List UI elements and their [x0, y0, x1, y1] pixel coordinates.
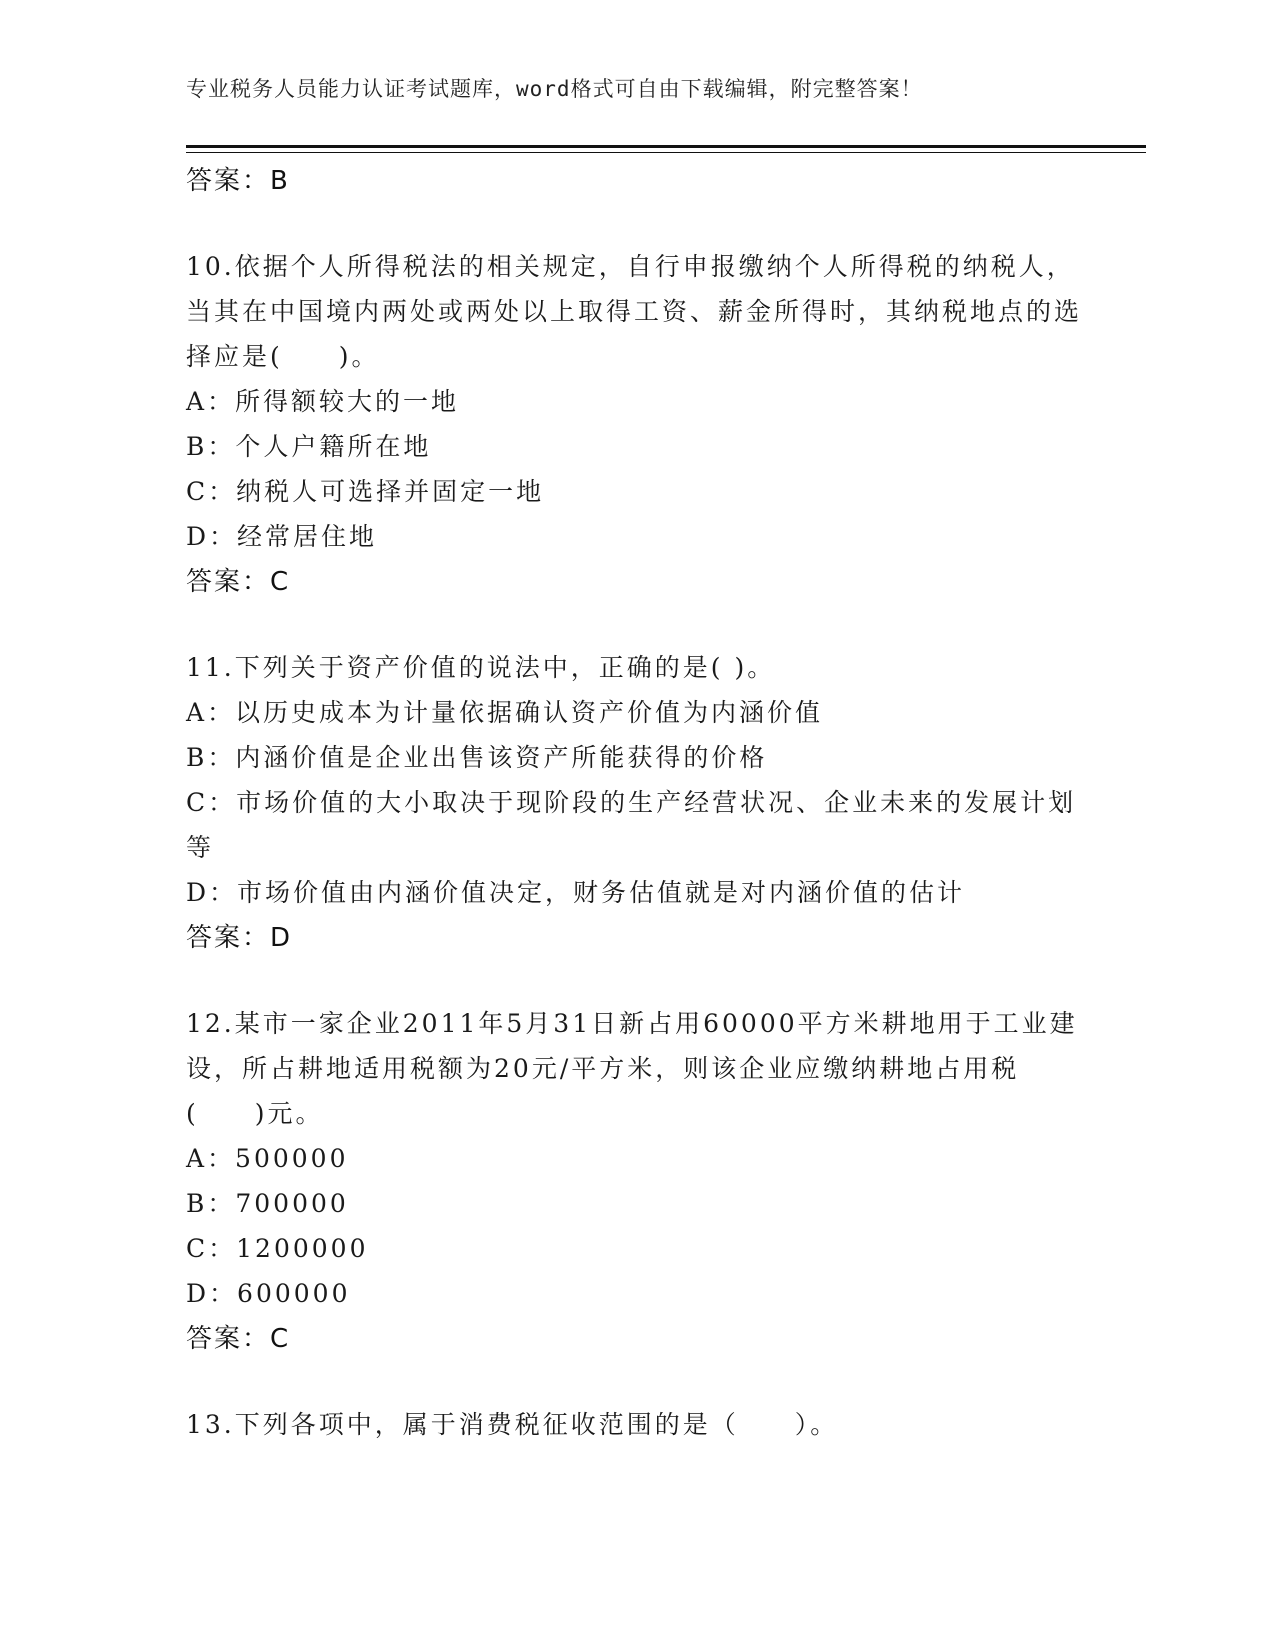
spacer — [186, 961, 1086, 1001]
answer-line: 答案：B — [186, 166, 290, 196]
answer-line: 答案：C — [186, 1324, 291, 1354]
option-b: B：700000 — [186, 1189, 349, 1218]
option-b: B：内涵价值是企业出售该资产所能获得的价格 — [186, 743, 768, 772]
header-rule-thick — [186, 145, 1146, 148]
option-c: C：纳税人可选择并固定一地 — [186, 477, 545, 506]
question-item — [186, 645, 1086, 961]
option-b: B：个人户籍所在地 — [186, 432, 432, 461]
option-a: A：500000 — [186, 1144, 349, 1173]
option-a: A：所得额较大的一地 — [186, 387, 460, 416]
spacer — [186, 1362, 1086, 1402]
question-text: 13.下列各项中，属于消费税征收范围的是（ ）。 — [186, 1410, 839, 1439]
option-d: D：600000 — [186, 1279, 351, 1308]
question-item — [186, 1001, 1086, 1362]
page-header: 专业税务人员能力认证考试题库，word格式可自由下载编辑，附完整答案！ — [186, 77, 923, 101]
question-item — [186, 244, 1086, 605]
option-d: D：市场价值由内涵价值决定，财务估值就是对内涵价值的估计 — [186, 878, 966, 907]
question-item — [186, 1402, 1086, 1447]
option-c: C：1200000 — [186, 1234, 369, 1263]
question-text: 11.下列关于资产价值的说法中，正确的是( )。 — [186, 653, 776, 682]
question-list — [186, 158, 1086, 1447]
header-rule-thin — [186, 152, 1146, 153]
spacer — [186, 204, 1086, 244]
question-text: 10.依据个人所得税法的相关规定，自行申报缴纳个人所得税的纳税人，当其在中国境内两处或两处以上取得工资、薪金所得时，其纳税地点的选择应是( )。 — [186, 252, 1083, 371]
option-d: D：经常居住地 — [186, 522, 378, 551]
option-c: C：市场价值的大小取决于现阶段的生产经营状况、企业未来的发展计划等 — [186, 788, 1077, 862]
spacer — [186, 605, 1086, 645]
question-text: 12.某市一家企业2011年5月31日新占用60000平方米耕地用于工业建设，所占耕地适用税额为20元/平方米，则该企业应缴纳耕地占用税( )元。 — [186, 1009, 1078, 1128]
option-a: A：以历史成本为计量依据确认资产价值为内涵价值 — [186, 698, 824, 727]
answer-line: 答案：D — [186, 923, 293, 953]
answer-line: 答案：C — [186, 567, 291, 597]
